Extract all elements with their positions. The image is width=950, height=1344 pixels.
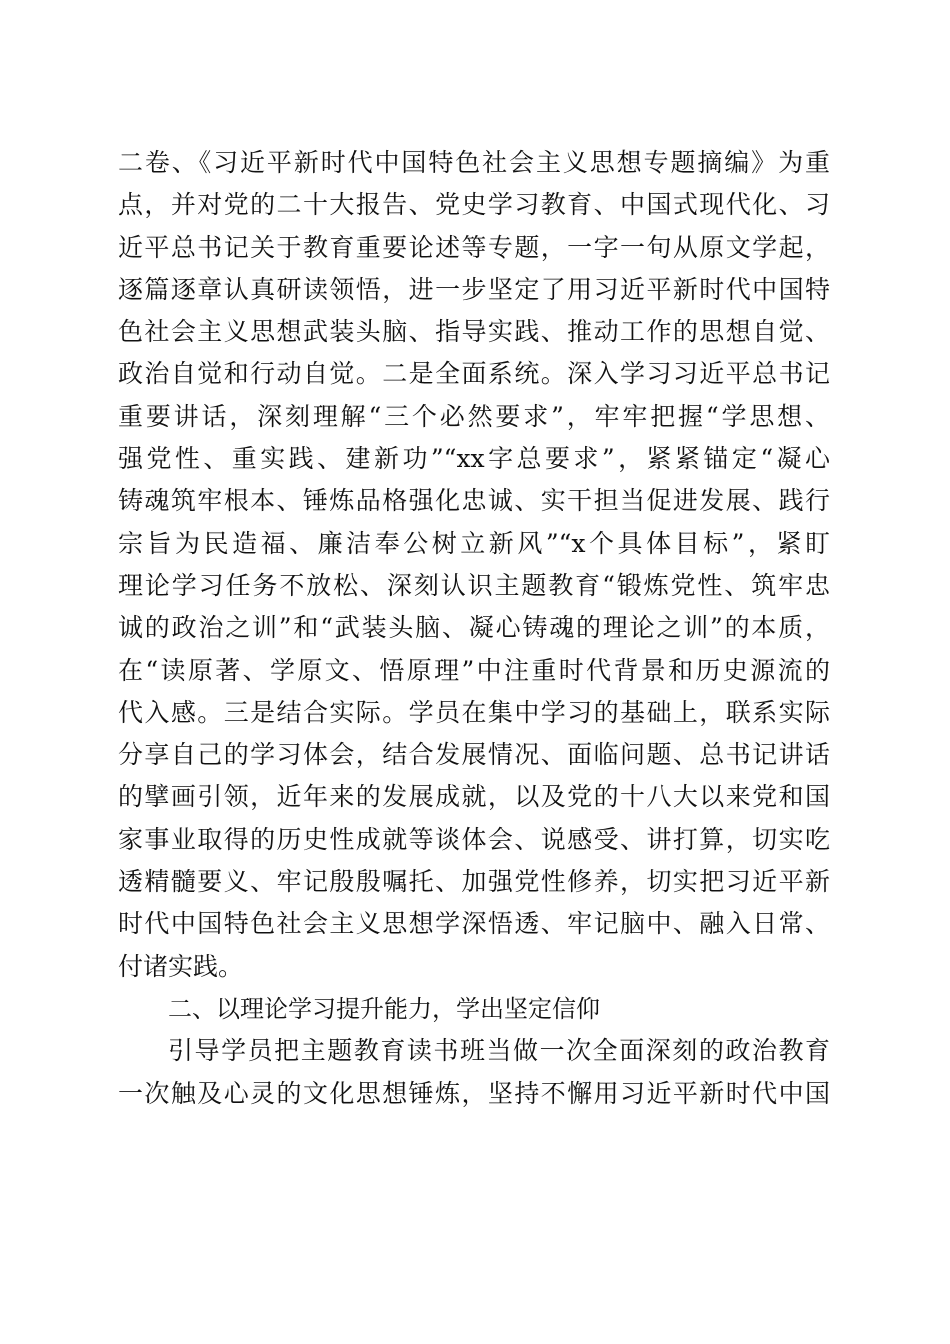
section-heading: 二、以理论学习提升能力，学出坚定信仰 [168,994,600,1023]
body-text-line: 重要讲话，深刻理解“三个必然要求”，牢牢把握“学思想、 [118,401,830,431]
body-text-line: 强党性、重实践、建新功”“xx字总要求”，紧紧锚定“凝心 [118,444,830,474]
body-text-line: 一次触及心灵的文化思想锤炼，坚持不懈用习近平新时代中国 [118,1078,830,1108]
body-text-line: 诚的政治之训”和“武装头脑、凝心铸魂的理论之训”的本质， [118,613,830,643]
body-text-line: 铸魂筑牢根本、锤炼品格强化忠诚、实干担当促进发展、践行 [118,486,830,516]
body-text-line: 色社会主义思想武装头脑、指导实践、推动工作的思想自觉、 [118,317,830,347]
body-text-line: 在“读原著、学原文、悟原理”中注重时代背景和历史源流的 [118,655,830,685]
body-text-line: 点，并对党的二十大报告、党史学习教育、中国式现代化、习 [118,190,830,220]
body-text-line: 家事业取得的历史性成就等谈体会、说感受、讲打算，切实吃 [118,824,830,854]
body-text-line: 付诸实践。 [118,951,244,981]
body-text-line: 时代中国特色社会主义思想学深悟透、牢记脑中、融入日常、 [118,909,830,939]
body-text-line: 代入感。三是结合实际。学员在集中学习的基础上，联系实际 [118,697,830,727]
body-text-line: 理论学习任务不放松、深刻认识主题教育“锻炼党性、筑牢忠 [118,570,830,600]
body-text-line: 的擘画引领，近年来的发展成就，以及党的十八大以来党和国 [118,782,830,812]
body-text-line: 分享自己的学习体会，结合发展情况、面临问题、总书记讲话 [118,740,830,770]
body-text-line: 逐篇逐章认真研读领悟，进一步坚定了用习近平新时代中国特 [118,274,830,304]
body-text-line: 透精髓要义、牢记殷殷嘱托、加强党性修养，切实把习近平新 [118,867,830,897]
body-text-line: 近平总书记关于教育重要论述等专题，一字一句从原文学起， [118,232,830,262]
body-text-line: 引导学员把主题教育读书班当做一次全面深刻的政治教育 [168,1036,830,1066]
body-text-line: 宗旨为民造福、廉洁奉公树立新风”“x个具体目标”，紧盯 [118,528,830,558]
body-text-line: 二卷、《习近平新时代中国特色社会主义思想专题摘编》为重 [118,148,830,177]
body-text-line: 政治自觉和行动自觉。二是全面系统。深入学习习近平总书记 [118,359,830,389]
document-body [118,142,830,1115]
